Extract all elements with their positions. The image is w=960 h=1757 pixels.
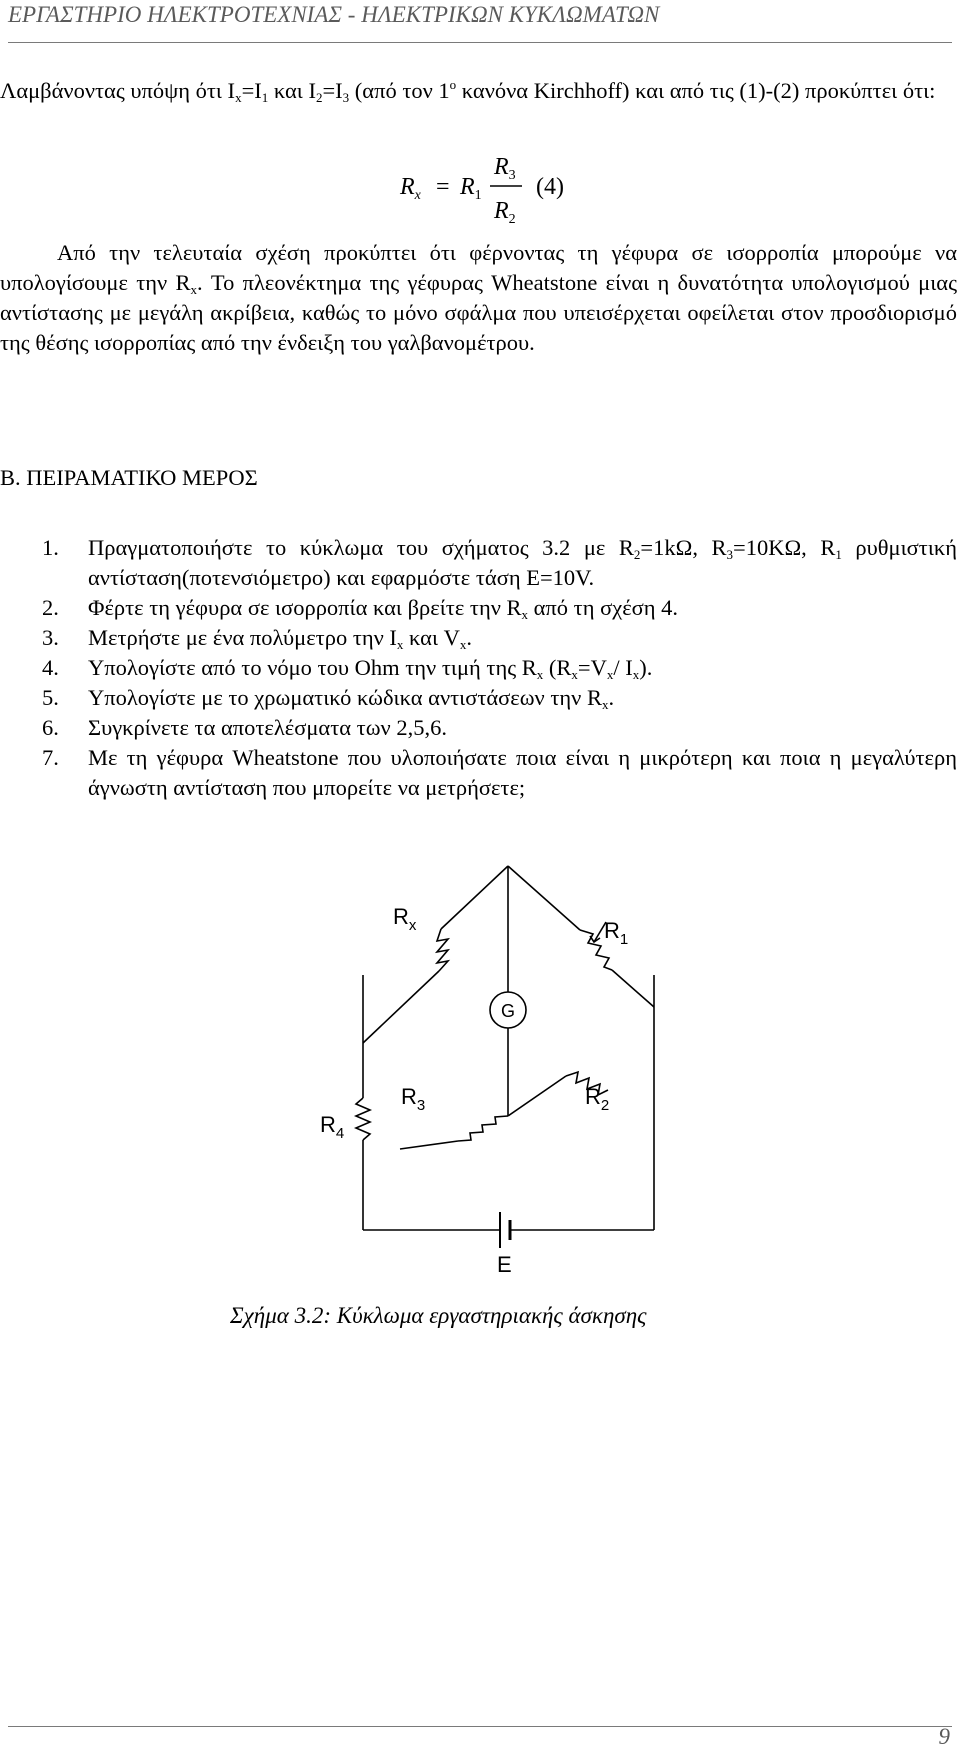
- figure-caption: Σχήμα 3.2: Κύκλωμα εργαστηριακής άσκησης: [230, 1303, 647, 1328]
- list-item: 1. Πραγματοποιήστε το κύκλωμα του σχήματος 3.2 με $R_2=1k\Omega$, $R_3=10K\Omega$, $R_1$ ρυθμιστική αντίσταση(ποτενσιόμετρο) και εφαρμόστε τάση Ε=10V.: [42, 535, 957, 590]
- list-item: 7. Με τη γέφυρα Wheatstone που υλοποιήσατε ποια είναι η μικρότερη και ποια η μεγαλύτερη άγνωστη αντίσταση που μπορείτε να μετρήσετε;: [42, 745, 957, 800]
- resistor-rx: [437, 929, 448, 971]
- svg-text:Rx: $R_x$: [400, 174, 421, 203]
- label-r1: $R_1$: [604, 918, 629, 948]
- page-number: 9: [938, 1724, 950, 1749]
- balance-formula: [398, 150, 578, 230]
- intro-paragraph: Λαμβάνοντας υπόψη ότι $I_x=I_1$ και $I_2=I_3$ (από τον $1^o$ κανόνα Kirchhoff) και από τις (1)-(2) προκύπτει ότι:: [0, 77, 936, 105]
- procedure-list: [42, 533, 957, 803]
- list-item: 6. Συγκρίνετε τα αποτελέσματα των 2,5,6.: [42, 715, 447, 740]
- wire: [508, 866, 580, 930]
- explanation-paragraph: Από την τελευταία σχέση προκύπτει ότι φέρνοντας τη γέφυρα σε ισορροπία μπορούμε να υπολογίσουμε την $R_x$. Το πλεονέκτημα της γέφυρας Wheatstone είναι η δυνατότητα υπολογισμού μιας αντίστασης με μεγάλη ακρίβεια, καθώς το μόνο σφάλμα που υπεισέρχεται οφείλεται στον προσδιορισμό της θέσης ισορροπίας από την ένδειξη του γαλβανομέτρου.: [0, 240, 957, 355]
- section-title: Β. ΠΕΙΡΑΜΑΤΙΚΟ ΜΕΡΟΣ: [0, 465, 258, 490]
- label-g: G: [500, 1001, 516, 1021]
- svg-text:R3: $R_3$: [494, 154, 516, 183]
- running-header: ΕΡΓΑΣΤΗΡΙΟ ΗΛΕΚΤΡΟΤΕΧΝΙΑΣ - ΗΛΕΚΤΡΙΚΩΝ ΚΥΚΛΩΜΑΤΩΝ: [8, 2, 660, 27]
- label-e: E: [497, 1252, 512, 1277]
- label-r2: $R_2$: [585, 1084, 610, 1114]
- list-item: 5. Υπολογίστε με το χρωματικό κώδικα αντιστάσεων την $R_x$.: [42, 685, 615, 712]
- list-item: 2. Φέρτε τη γέφυρα σε ισορροπία και βρείτε την $R_x$ από τη σχέση 4.: [42, 595, 679, 622]
- list-item: 3. Μετρήστε με ένα πολύμετρο την $I_x$ και $V_x$.: [42, 625, 473, 652]
- resistor-r4: [356, 1098, 370, 1140]
- svg-text:R2: $R_2$: [494, 198, 516, 227]
- label-r4: $R_4$: [320, 1112, 345, 1142]
- wheatstone-bridge-diagram: [300, 850, 680, 1290]
- wire: [400, 1141, 458, 1149]
- svg-text:R1: $R_1$: [460, 174, 482, 203]
- svg-text:(4): (4): [536, 174, 564, 200]
- wire: [612, 970, 654, 1007]
- wire: [363, 971, 439, 1043]
- label-r3: $R_3$: [401, 1084, 426, 1114]
- svg-text:=: =: [436, 174, 450, 200]
- list-item: 4. Υπολογίστε από το νόμο του Ohm την τιμή της $R_x$ ($R_x=V_x/$ $I_x$).: [42, 655, 653, 682]
- header-rule: [8, 42, 952, 43]
- label-rx: $R_x$: [393, 904, 417, 934]
- wire: [508, 1076, 566, 1116]
- resistor-r3: [458, 1116, 508, 1141]
- wire: [441, 866, 508, 929]
- footer-rule: [8, 1726, 952, 1727]
